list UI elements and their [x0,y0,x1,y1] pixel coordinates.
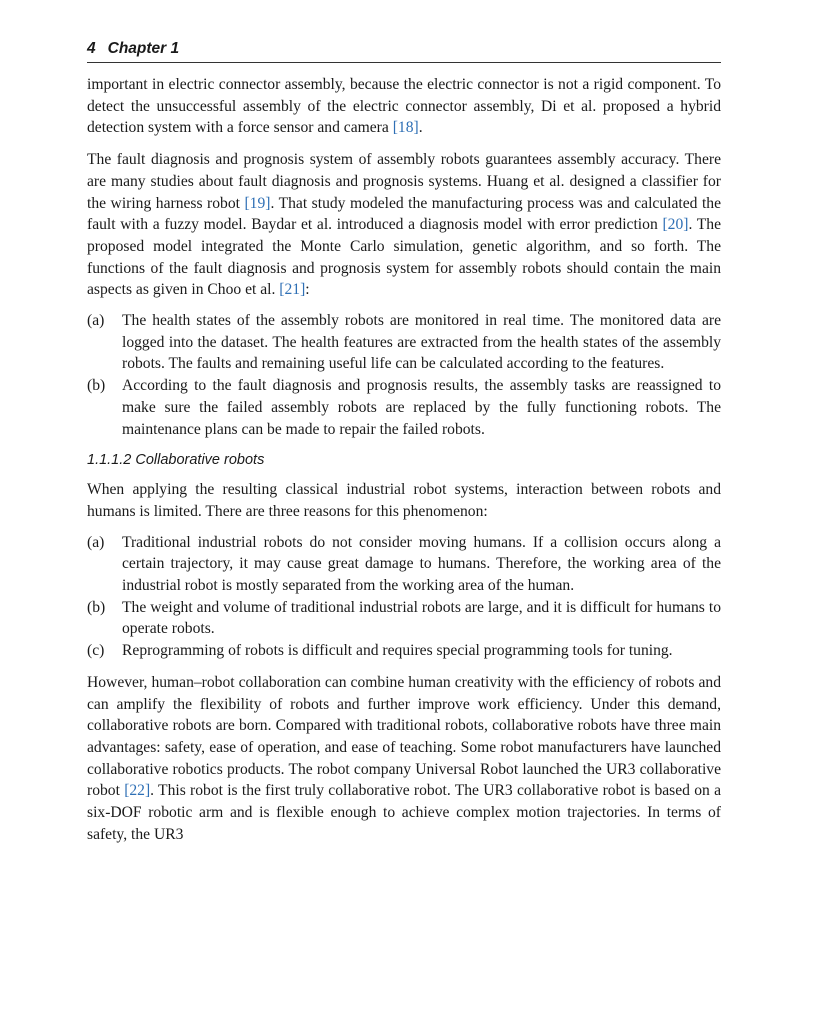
list-item-label: (b) [87,598,106,616]
paragraph-4-text-b: . This robot is the first truly collaborative robot. The UR3 collaborative robot is based on a six-DOF robotic arm and is flexible enough to achieve complex motion trajectories. In terms of safety, the UR3 [87,782,721,843]
list-item-text: Traditional industrial robots do not consider moving humans. If a collision occurs along a certain trajectory, it may cause great damage to humans. Therefore, the working area of the industrial robot is mostly separated from the working area of the human. [122,533,721,595]
running-head [87,36,721,63]
citation-21[interactable]: [21] [279,281,306,299]
list-item-label: (b) [87,377,106,395]
citation-22[interactable]: [22] [124,782,151,800]
paragraph-3: When applying the resulting classical industrial robot systems, interaction between robots and humans is limited. There are three reasons for this phenomenon: [87,481,721,520]
list-item [87,640,721,662]
paragraph-2-text-a: The fault diagnosis and prognosis system of assembly robots guarantees assembly accuracy. There are many studies about fault diagnosis and prognosis systems. Huang et al. designed a classifier for the wiring harness robot [87,151,721,212]
list-item-text: The weight and volume of traditional industrial robots are large, and it is difficult for humans to operate robots. [122,598,721,638]
list-item-text: According to the fault diagnosis and prognosis results, the assembly tasks are reassigned to make sure the failed assembly robots are replaced by the fully functioning robots. The maintenance plans can be made to repair the failed robots. [122,377,721,438]
page-number: 4 [87,40,96,57]
list-item-label: (a) [87,533,105,551]
chapter-title: Chapter 1 [107,40,180,57]
list-1 [87,310,721,440]
paragraph-2-text-c: . The proposed model integrated the Monte Carlo simulation, genetic algorithm, and so forth. The functions of the fault diagnosis and prognosis system for assembly robots should contain the main aspects as given in Choo et al. [87,216,722,299]
list-item-label: (a) [87,312,105,330]
citation-20[interactable]: [20] [662,216,689,234]
citation-18[interactable]: [18] [392,119,419,137]
page [87,36,721,846]
paragraph-1 [87,74,721,139]
paragraph-2-text-b: . That study modeled the manufacturing process was and calculated the fault with a fuzzy model. Baydar et al. introduced a diagnosis model with error prediction [87,194,721,234]
list-item [87,597,721,640]
list-item [87,375,721,440]
list-2 [87,532,721,662]
paragraph-2-text-d: : [305,281,310,299]
section-heading: 1.1.1.2 Collaborative robots [87,452,265,469]
paragraph-4 [87,672,721,846]
list-item-label: (c) [87,642,105,660]
list-item [87,310,721,375]
paragraph-2 [87,149,721,301]
paragraph-1-text-end: . [418,119,423,137]
list-item-text: The health states of the assembly robots are monitored in real time. The monitored data are logged into the dataset. The health features are extracted from the health states of the assembly robots. The faults and remaining useful life can be calculated according to the features. [122,312,721,373]
paragraph-1-text: important in electric connector assembly, because the electric connector is not a rigid component. To detect the unsuccessful assembly of the electric connector assembly, Di et al. proposed a hybrid detection system with a force sensor and camera [87,76,721,137]
list-item-text: Reprogramming of robots is difficult and requires special programming tools for tuning. [122,642,673,660]
citation-19[interactable]: [19] [244,194,271,212]
list-item [87,532,721,597]
paragraph-4-text-a: However, human–robot collaboration can combine human creativity with the efficiency of robots and can amplify the flexibility of robots and further improve work efficiency. Under this demand, collaborative robots are born. Compared with traditional robots, collaborative robots have three main advantages: safety, ease of operation, and ease of teaching. Some robot manufacturers have launched collaborative robotics products. The robot company Universal Robot launched the UR3 collaborative robot [87,673,721,800]
